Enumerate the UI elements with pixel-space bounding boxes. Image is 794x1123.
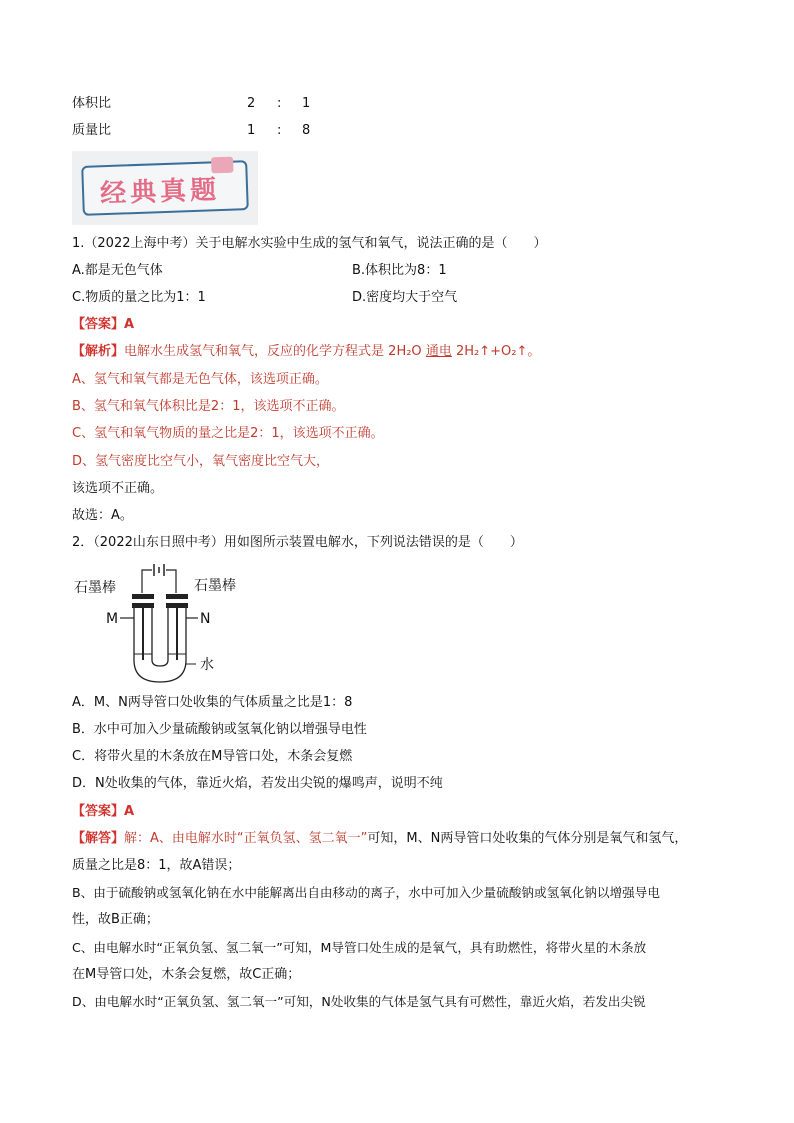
q1-line-c: C、氢气和氧气物质的量之比是2：1，该选项不正确。 <box>72 426 384 441</box>
q2-solution-c2: 在M导管口处，木条会复燃，故C正确； <box>72 967 301 982</box>
section-banner <box>72 151 258 225</box>
q2-option-b: B．水中可加入少量硫酸钠或氢氧化钠以增强导电性 <box>72 722 367 737</box>
q2-solution-d1: D、由电解水时“正氧负氢、氢二氧一”可知，N处收集的气体是氢气具有可燃性，靠近火焰，若发出尖锐 <box>72 994 646 1009</box>
solution-a1-pre: 解：A、由电解水时 <box>124 831 237 846</box>
ratio-sep: : <box>277 96 282 111</box>
ratio-a: 2 <box>247 96 256 111</box>
q1-option-c: C.物质的量之比为1：1 <box>72 290 206 305</box>
solution-label: 【解答】 <box>72 831 125 846</box>
q1-option-b: B.体积比为8：1 <box>352 263 447 278</box>
q1-stem: 1.（2022上海中考）关于电解水实验中生成的氢气和氧气，说法正确的是（ ） <box>72 236 547 251</box>
q1-choice: 故选：A。 <box>72 508 133 523</box>
ratio-label: 体积比 <box>72 96 112 111</box>
q2-solution-b1: B、由于硫酸钠或氢氧化钠在水中能解离出自由移动的离子，水中可加入少量硫酸钠或氢氧化钠以增强导电 <box>72 885 660 900</box>
ratio-b: 1 <box>302 96 311 111</box>
q1-answer: 【答案】A <box>72 317 135 332</box>
q1-line-a: A、氢气和氧气都是无色气体，该选项正确。 <box>72 372 328 387</box>
q2-option-d: D．N处收集的气体，靠近火焰，若发出尖锐的爆鸣声，说明不纯 <box>72 776 443 791</box>
ratio-a: 1 <box>247 123 256 138</box>
equation-condition: 通电 <box>425 344 452 359</box>
left-electrode-label: 石墨棒 <box>74 580 116 596</box>
q2-solution-b2: 性，故B正确； <box>72 912 159 927</box>
q2-option-c: C．将带火星的木条放在M导管口处，木条会复燃 <box>72 749 353 764</box>
q2-solution-c1: C、由电解水时“正氧负氢、氢二氧一”可知，M导管口处生成的是氧气，具有助燃性，将带火星的木条放 <box>72 940 647 955</box>
q1-line-d1: D、氢气密度比空气小，氧气密度比空气大， <box>72 454 330 469</box>
banner-title: 经典真题 <box>99 175 221 210</box>
analysis-text: 电解水生成氢气和氧气，反应的化学方程式是 <box>124 344 385 359</box>
ratio-label: 质量比 <box>72 123 112 138</box>
q1-line-d2: 该选项不正确。 <box>72 481 164 496</box>
ratio-sep: : <box>277 123 282 138</box>
equation-left: 2H₂O <box>388 344 422 359</box>
q1-line-b: B、氢气和氧气体积比是2：1，该选项不正确。 <box>72 399 345 414</box>
banner-ribbon <box>81 160 249 216</box>
right-electrode-label: 石墨棒 <box>194 578 236 594</box>
q2-solution-a2: 质量之比是8：1，故A错误； <box>72 858 241 873</box>
analysis-label: 【解析】 <box>72 344 125 359</box>
equation-right: 2H₂↑+O₂↑。 <box>455 344 541 359</box>
solution-a1-quote: “正氧负氢、氢二氧一” <box>236 831 368 846</box>
q1-option-a: A.都是无色气体 <box>72 263 163 278</box>
q2-solution-a1 <box>72 831 687 847</box>
q2-option-a: A．M、N两导管口处收集的气体质量之比是1：8 <box>72 695 353 710</box>
m-label: M <box>106 611 119 627</box>
solution-a1-post: 可知，M、N两导管口处收集的气体分别是氧气和氢气， <box>367 831 688 846</box>
q2-answer: 【答案】A <box>72 804 135 819</box>
q1-analysis <box>72 344 540 360</box>
water-label: 水 <box>200 657 214 673</box>
q2-stem: 2．（2022山东日照中考）用如图所示装置电解水，下列说法错误的是（ ） <box>72 535 523 550</box>
n-label: N <box>200 611 211 627</box>
q1-option-d: D.密度均大于空气 <box>352 290 458 305</box>
electrolysis-figure <box>72 560 252 685</box>
ratio-b: 8 <box>302 123 311 138</box>
